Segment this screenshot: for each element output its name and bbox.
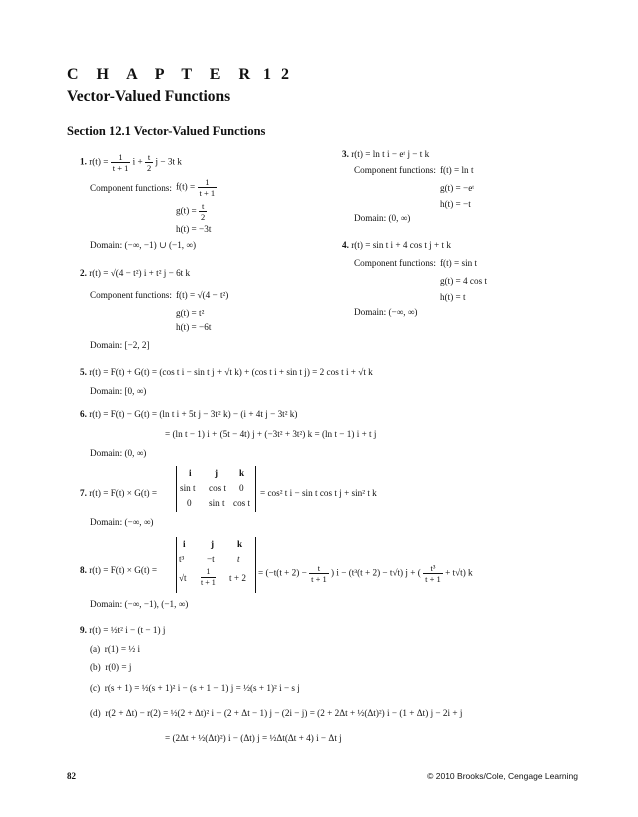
problem-9-part-b: (b) r(0) = j: [90, 662, 132, 672]
chapter-number: 1 2: [263, 66, 292, 83]
problem-9-part-d: (d) r(2 + Δt) − r(2) = ½(2 + Δt)² i − (2 + Δt − 1) j − (2i − j) = (2 + 2Δt + ½(Δt)²) i − (1 + Δt) j − 2i + j: [90, 708, 463, 718]
problem-3-f: f(t) = ln t: [440, 165, 474, 175]
problem-8-determinant: i j k t³ −t t √t 1 t + 1 t + 2: [176, 537, 256, 593]
problem-7-determinant: i j k sin t cos t 0 0 sin t cos t: [176, 466, 256, 512]
problem-6-equation-line2: = (ln t − 1) i + (5t − 4t) j + (−3t² + 3t²) k = (ln t − 1) i + t j: [165, 429, 377, 439]
problem-4-h: h(t) = t: [440, 292, 466, 302]
problem-7-domain: Domain: (−∞, ∞): [90, 517, 154, 527]
fraction: $\frac{t}{t + 1}$: [311, 563, 327, 584]
problem-4-components: Component functions:: [354, 258, 436, 268]
page-number: 82: [67, 771, 76, 781]
problem-1-domain: Domain: (−∞, −1) ∪ (−1, ∞): [90, 240, 196, 250]
chapter-title: Vector-Valued Functions: [67, 88, 231, 105]
problem-9-part-d-line2: = (2Δt + ½(Δt)²) i − (Δt) j = ½Δt(Δt + 4) i − Δt j: [165, 733, 342, 743]
problem-3-equation: 3. r(t) = ln t i − eᵗ j − t k: [342, 149, 430, 159]
problem-6-equation-line1: 6. r(t) = F(t) − G(t) = (ln t i + 5t j − 3t² k) − (i + 4t j − 3t² k): [80, 409, 298, 419]
fraction: $\frac{1}{t + 1}$: [112, 152, 129, 173]
problem-2-equation: 2. r(t) = √(4 − t²) i + t² j − 6t k: [80, 268, 191, 278]
problem-5-equation: 5. r(t) = F(t) + G(t) = (cos t i − sin t j + √t k) + (cos t i + sin t j) = 2 cos t i + √t k: [80, 367, 373, 377]
problem-9-part-c: (c) r(s + 1) = ½(s + 1)² i − (s + 1 − 1) j = ½(s + 1)² i − s j: [90, 683, 300, 693]
problem-1-f: f(t) = $\frac{1}{t + 1}$: [176, 177, 216, 198]
problem-5-domain: Domain: [0, ∞): [90, 386, 147, 396]
problem-7-rhs: = cos² t i − sin t cos t j + sin² t k: [260, 488, 377, 498]
fraction: $\frac{t}{2}$: [201, 201, 206, 222]
chapter-heading: [67, 66, 292, 84]
chapter-word: C H A P T E R: [67, 66, 257, 83]
problem-1-g: g(t) = $\frac{t}{2}$: [176, 201, 206, 222]
problem-4-equation: 4. r(t) = sin t i + 4 cos t j + t k: [342, 240, 451, 250]
problem-2-f: f(t) = √(4 − t²): [176, 290, 229, 300]
problem-1-components: Component functions:: [90, 183, 172, 193]
problem-1-equation: 1. r(t) = $\frac{1}{t + 1}$ i + $\frac{t}{2}$ j − 3t k: [80, 152, 182, 173]
problem-2-g: g(t) = t²: [176, 308, 205, 318]
problem-4-g: g(t) = 4 cos t: [440, 276, 488, 286]
problem-3-g: g(t) = −eᵗ: [440, 183, 475, 193]
problem-9-part-a: (a) r(1) = ½ i: [90, 644, 141, 654]
problem-2-components: Component functions:: [90, 290, 172, 300]
problem-8-lhs: 8. r(t) = F(t) × G(t) =: [80, 565, 158, 575]
problem-7-lhs: 7. r(t) = F(t) × G(t) =: [80, 488, 158, 498]
problem-9-equation: 9. r(t) = ½t² i − (t − 1) j: [80, 625, 166, 635]
fraction: $\frac{t}{2}$: [146, 152, 152, 173]
fraction: $\frac{\text{t³}}{t + 1}$: [425, 563, 441, 584]
problem-8-domain: Domain: (−∞, −1), (−1, ∞): [90, 599, 189, 609]
problem-3-h: h(t) = −t: [440, 199, 471, 209]
copyright: © 2010 Brooks/Cole, Cengage Learning: [427, 771, 578, 781]
problem-2-domain: Domain: [−2, 2]: [90, 340, 150, 350]
fraction: 1 t + 1: [201, 567, 216, 587]
problem-4-domain: Domain: (−∞, ∞): [354, 307, 418, 317]
problem-1-h: h(t) = −3t: [176, 224, 212, 234]
problem-2-h: h(t) = −6t: [176, 322, 212, 332]
problem-6-domain: Domain: (0, ∞): [90, 448, 147, 458]
section-title: Section 12.1 Vector-Valued Functions: [67, 124, 266, 138]
problem-8-rhs: = (−t(t + 2) − $\frac{t}{t + 1}$ ) i − (t³(t + 2) − t√t) j + ( $\frac{\text{t³}}{t + 1}$ + t√t) k: [258, 563, 473, 584]
problem-3-domain: Domain: (0, ∞): [354, 213, 411, 223]
fraction: $\frac{1}{t + 1}$: [199, 177, 216, 198]
problem-4-f: f(t) = sin t: [440, 258, 478, 268]
problem-3-components: Component functions:: [354, 165, 436, 175]
